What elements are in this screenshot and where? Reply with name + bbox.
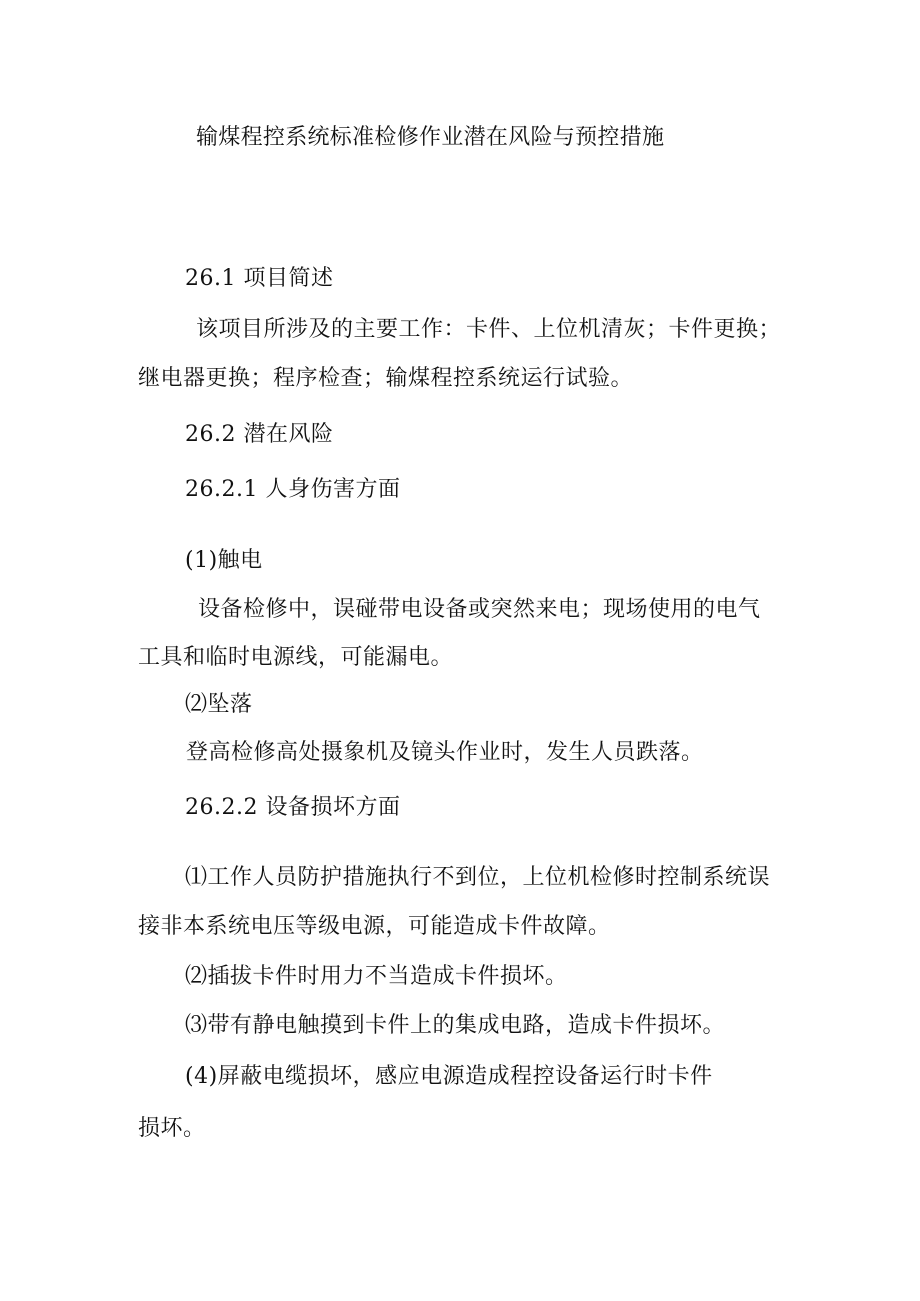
item-heading-fall: ⑵坠落 [185, 692, 253, 717]
equipment-item-4-line-1: (4)屏蔽电缆损坏，感应电源造成程控设备运行时卡件 [185, 1064, 713, 1089]
paragraph-26-1-line-2: 继电器更换；程序检查；输煤程控系统运行试验。 [138, 366, 634, 391]
item-fall-text: 登高检修高处摄象机及镜头作业时，发生人员跌落。 [186, 740, 704, 765]
item-heading-electric-shock: (1)触电 [185, 548, 263, 573]
section-heading-26-2: 26.2 潜在风险 [185, 422, 334, 447]
equipment-item-3: ⑶带有静电触摸到卡件上的集成电路，造成卡件损坏。 [185, 1013, 726, 1038]
section-heading-26-2-1: 26.2.1 人身伤害方面 [185, 477, 401, 502]
equipment-item-1-line-1: ⑴工作人员防护措施执行不到位，上位机检修时控制系统误 [185, 865, 771, 890]
paragraph-26-1-line-1: 该项目所涉及的主要工作：卡件、上位机清灰；卡件更换； [196, 317, 782, 342]
item-electric-shock-line-1: 设备检修中，误碰带电设备或突然来电；现场使用的电气 [198, 597, 761, 622]
section-heading-26-2-2: 26.2.2 设备损坏方面 [185, 795, 401, 820]
equipment-item-2: ⑵插拔卡件时用力不当造成卡件损坏。 [185, 964, 568, 989]
item-electric-shock-line-2: 工具和临时电源线，可能漏电。 [138, 645, 454, 670]
section-heading-26-1: 26.1 项目简述 [185, 266, 334, 291]
equipment-item-1-line-2: 接非本系统电压等级电源，可能造成卡件故障。 [138, 914, 611, 939]
equipment-item-4-line-2: 损坏。 [138, 1116, 206, 1141]
document-title: 输煤程控系统标准检修作业潜在风险与预控措施 [196, 125, 665, 150]
